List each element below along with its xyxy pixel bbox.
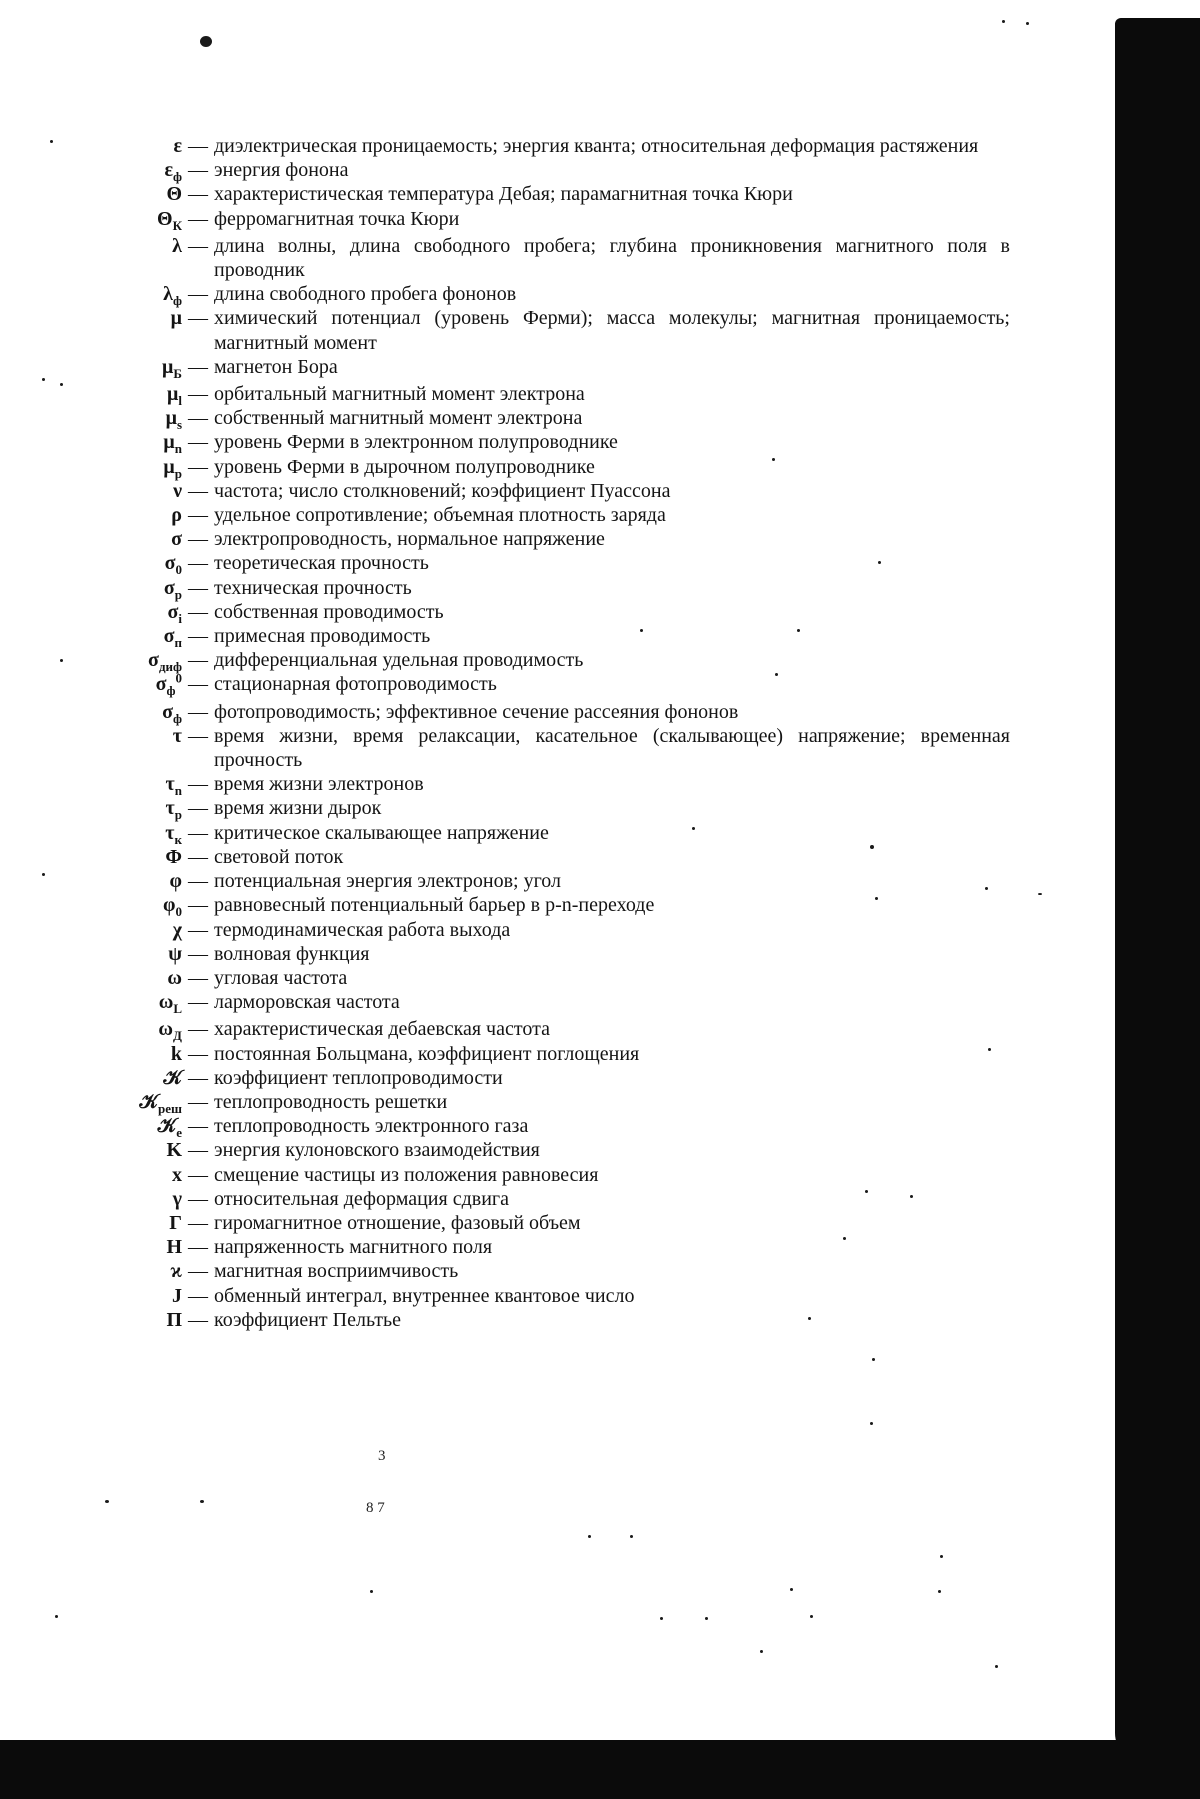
entry-symbol: $\tau_p$ <box>165 797 182 823</box>
margin-scrawl: 8 7 <box>366 1500 385 1516</box>
glossary-entry <box>0 869 1010 893</box>
entry-dash: — <box>188 1187 208 1210</box>
entry-dash: — <box>188 1308 208 1331</box>
entry-definition: собственная проводимость <box>214 600 444 623</box>
entry-symbol: 𝒦$_{реш}$ <box>139 1090 182 1116</box>
entry-symbol: ϰ <box>170 1260 182 1283</box>
entry-symbol: $\varepsilon_ф$ <box>164 159 182 185</box>
glossary-entry <box>0 772 1010 799</box>
entry-definition: коэффициент Пельтье <box>214 1308 402 1331</box>
glossary-entry <box>0 648 1010 675</box>
entry-dash: — <box>188 649 208 672</box>
entry-definition: время жизни, время релаксации, касательное (скалывающее) напряжение; временная прочность <box>214 724 1010 772</box>
glossary-entry <box>0 670 1010 699</box>
entry-symbol: λ <box>172 234 182 257</box>
entry-definition: термодинамическая работа выхода <box>214 918 511 941</box>
entry-symbol: $\sigma_ф$ <box>162 700 182 726</box>
glossary-entry <box>0 600 1010 624</box>
entry-dash: — <box>188 355 208 378</box>
entry-definition: ларморовская частота <box>214 991 400 1014</box>
entry-definition: дифференциальная удельная проводимость <box>214 649 584 672</box>
entry-definition: время жизни дырок <box>214 797 382 820</box>
entry-definition: химический потенциал (уровень Ферми); масса молекулы; магнитная проницаемость; магнитный момент <box>214 307 1010 354</box>
glossary-entry <box>0 134 1010 158</box>
entry-symbol: $\mu_s$ <box>165 407 182 433</box>
glossary-entry <box>0 893 1010 920</box>
entry-dash: — <box>188 600 208 623</box>
glossary-entry <box>0 845 1010 869</box>
entry-symbol: φ <box>169 870 182 893</box>
entry-dash: — <box>188 283 208 306</box>
entry-dash: — <box>188 1211 208 1234</box>
glossary-entry <box>0 182 1010 206</box>
glossary-entry <box>0 1090 1010 1114</box>
entry-symbol: 𝒦 <box>163 1066 182 1089</box>
entry-dash: — <box>188 1066 208 1089</box>
entry-dash: — <box>188 821 208 844</box>
entry-dash: — <box>188 431 208 454</box>
glossary-entry <box>0 1114 1010 1141</box>
entry-symbol: $\sigma_i$ <box>167 600 182 626</box>
entry-symbol: τ <box>172 724 182 747</box>
entry-symbol: ε <box>173 135 182 157</box>
entry-symbol: ψ <box>168 942 182 965</box>
glossary-entry <box>0 796 1010 823</box>
entry-dash: — <box>188 504 208 527</box>
glossary-entry <box>0 1259 1010 1283</box>
glossary-entry <box>0 942 1010 966</box>
entry-definition: напряженность магнитного поля <box>214 1236 493 1259</box>
entry-symbol: σ <box>171 528 182 551</box>
entry-definition: удельное сопротивление; объемная плотность заряда <box>214 504 666 527</box>
entry-definition: относительная деформация сдвига <box>214 1187 509 1210</box>
entry-definition: примесная проводимость <box>214 625 431 648</box>
entry-symbol: x <box>172 1163 182 1186</box>
entry-symbol: Θ <box>166 183 182 206</box>
entry-symbol: $\sigma_0$ <box>164 552 182 578</box>
entry-definition: гиромагнитное отношение, фазовый объем <box>214 1211 581 1234</box>
entry-symbol: ρ <box>171 504 182 527</box>
entry-symbol: K <box>166 1139 182 1162</box>
entry-definition: время жизни электронов <box>214 773 424 796</box>
glossary-entry <box>0 700 1010 724</box>
scan-shadow-right <box>1115 18 1200 1763</box>
entry-symbol: $\mu_n$ <box>163 431 182 457</box>
glossary-entry <box>0 455 1010 479</box>
entry-dash: — <box>188 625 208 648</box>
entry-definition: орбитальный магнитный момент электрона <box>214 383 585 406</box>
glossary-entry <box>0 1066 1010 1090</box>
glossary-entry <box>0 158 1010 185</box>
entry-definition: волновая функция <box>214 942 370 965</box>
entry-definition: характеристическая температура Дебая; парамагнитная точка Кюри <box>214 183 793 206</box>
glossary-entry <box>0 207 1010 231</box>
entry-symbol: Φ <box>165 845 182 868</box>
entry-definition: длина свободного пробега фононов <box>214 283 517 306</box>
entry-dash: — <box>188 207 208 230</box>
glossary-entry <box>0 527 1010 551</box>
glossary-entry <box>0 382 1010 409</box>
entry-dash: — <box>188 455 208 478</box>
glossary-entry <box>0 1235 1010 1259</box>
glossary-entry <box>0 821 1010 845</box>
entry-definition: потенциальная энергия электронов; угол <box>214 870 562 893</box>
entry-dash: — <box>188 724 208 747</box>
entry-symbol: 𝒦$_e$ <box>157 1115 182 1141</box>
entry-definition: собственный магнитный момент электрона <box>214 407 583 430</box>
entry-definition: стационарная фотопроводимость <box>214 673 497 696</box>
glossary-entry <box>0 503 1010 527</box>
entry-definition: магнитная восприимчивость <box>214 1260 459 1283</box>
entry-definition: теплопроводность решетки <box>214 1090 448 1113</box>
entry-definition: энергия фонона <box>214 159 349 182</box>
glossary-entry <box>0 1163 1010 1187</box>
scan-shadow-bottom <box>0 1740 1200 1799</box>
entry-symbol: П <box>166 1308 182 1331</box>
entry-definition: магнетон Бора <box>214 355 338 378</box>
glossary-entry <box>0 306 1010 354</box>
entry-symbol: μ <box>170 307 182 330</box>
glossary-entry <box>0 406 1010 433</box>
entry-dash: — <box>188 528 208 551</box>
glossary-entry <box>0 1187 1010 1211</box>
entry-dash: — <box>188 1284 208 1307</box>
glossary-entry <box>0 1308 1010 1332</box>
entry-definition: смещение частицы из положения равновесия <box>214 1163 599 1186</box>
entry-definition: равновесный потенциальный барьер в p-n-переходе <box>214 894 655 917</box>
glossary-entry <box>0 282 1010 309</box>
entry-dash: — <box>188 966 208 989</box>
glossary-entry <box>0 1211 1010 1235</box>
glossary-entry <box>0 624 1010 651</box>
glossary-entry <box>0 576 1010 600</box>
entry-dash: — <box>188 1236 208 1259</box>
entry-dash: — <box>188 773 208 796</box>
entry-symbol: $\lambda_ф$ <box>163 283 182 309</box>
entry-dash: — <box>188 991 208 1014</box>
entry-dash: — <box>188 942 208 965</box>
entry-symbol: $\tau_n$ <box>165 773 182 799</box>
entry-definition: теоретическая прочность <box>214 552 429 575</box>
entry-definition: ферромагнитная точка Кюри <box>214 207 460 230</box>
entry-symbol: $\Theta_К$ <box>157 207 182 233</box>
entry-symbol: ω <box>167 966 182 989</box>
entry-symbol: $\omega_L$ <box>158 991 182 1017</box>
entry-dash: — <box>188 234 208 257</box>
entry-definition: энергия кулоновского взаимодействия <box>214 1139 540 1162</box>
entry-dash: — <box>188 1018 208 1041</box>
entry-symbol: $\mu_Б$ <box>162 355 182 381</box>
glossary-entry <box>0 479 1010 503</box>
glossary-entry <box>0 430 1010 457</box>
entry-definition: обменный интеграл, внутреннее квантовое число <box>214 1284 635 1307</box>
glossary-entry <box>0 234 1010 282</box>
entry-definition: длина волны, длина свободного пробега; глубина проникновения магнитного поля в проводник <box>214 234 1010 282</box>
entry-dash: — <box>188 159 208 182</box>
entry-symbol: $\sigma_р$ <box>163 576 182 602</box>
entry-dash: — <box>188 407 208 430</box>
glossary-entry <box>0 918 1010 942</box>
entry-dash: — <box>188 183 208 206</box>
entry-symbol: J <box>172 1284 182 1307</box>
entry-definition: уровень Ферми в дырочном полупроводнике <box>214 455 595 478</box>
entry-dash: — <box>188 1115 208 1138</box>
glossary-entry <box>0 724 1010 772</box>
entry-symbol: $\sigma_ф^0$ <box>155 670 182 699</box>
margin-scrawl: 3 <box>378 1448 386 1464</box>
glossary-entry <box>0 1284 1010 1308</box>
entry-symbol: $\omega_Д$ <box>158 1018 182 1044</box>
entry-dash: — <box>188 307 208 330</box>
entry-definition: угловая частота <box>214 966 348 989</box>
entry-dash: — <box>188 1090 208 1113</box>
entry-dash: — <box>188 1260 208 1283</box>
entry-definition: световой поток <box>214 845 344 868</box>
entry-dash: — <box>188 576 208 599</box>
glossary-entry <box>0 1138 1010 1162</box>
entry-definition: постоянная Больцмана, коэффициент поглощения <box>214 1042 640 1065</box>
entry-dash: — <box>188 797 208 820</box>
entry-symbol: ν <box>173 479 182 502</box>
entry-definition: коэффициент теплопроводимости <box>214 1066 503 1089</box>
entry-dash: — <box>188 383 208 406</box>
entry-symbol: $\mu_p$ <box>163 455 182 481</box>
glossary-entry <box>0 1017 1010 1044</box>
entry-dash: — <box>188 479 208 502</box>
entry-definition: фотопроводимость; эффективное сечение рассеяния фононов <box>214 700 739 723</box>
entry-symbol: $\tau_к$ <box>165 821 182 847</box>
entry-dash: — <box>188 552 208 575</box>
entry-definition: характеристическая дебаевская частота <box>214 1018 550 1041</box>
glossary-entry <box>0 990 1010 1017</box>
entry-definition: электропроводность, нормальное напряжение <box>214 528 605 551</box>
entry-dash: — <box>188 135 208 157</box>
entry-definition: диэлектрическая проницаемость; энергия кванта; относительная деформация растяжения <box>214 135 979 157</box>
glossary-entry <box>0 1042 1010 1066</box>
entry-definition: частота; число столкновений; коэффициент Пуассона <box>214 479 671 502</box>
entry-symbol: $\varphi_0$ <box>163 894 182 920</box>
entry-dash: — <box>188 918 208 941</box>
entry-symbol: χ <box>172 918 182 941</box>
entry-dash: — <box>188 894 208 917</box>
entry-symbol: H <box>166 1236 182 1259</box>
entry-symbol: Γ <box>169 1211 182 1234</box>
glossary-entry <box>0 355 1010 379</box>
entry-definition: уровень Ферми в электронном полупроводнике <box>214 431 618 454</box>
entry-dash: — <box>188 1042 208 1065</box>
glossary-entry <box>0 551 1010 578</box>
entry-definition: критическое скалывающее напряжение <box>214 821 549 844</box>
entry-symbol: $\sigma_п$ <box>163 625 182 651</box>
entry-dash: — <box>188 1163 208 1186</box>
entry-dash: — <box>188 673 208 696</box>
entry-definition: теплопроводность электронного газа <box>214 1115 529 1138</box>
glossary-entry <box>0 966 1010 990</box>
entry-dash: — <box>188 870 208 893</box>
entry-symbol: γ <box>172 1187 182 1210</box>
entry-dash: — <box>188 845 208 868</box>
symbol-glossary <box>0 134 1010 1332</box>
entry-dash: — <box>188 1139 208 1162</box>
entry-definition: техническая прочность <box>214 576 412 599</box>
entry-dash: — <box>188 700 208 723</box>
entry-symbol: k <box>170 1042 182 1065</box>
entry-symbol: $\mu_l$ <box>167 383 182 409</box>
entry-symbol: $\sigma_{диф}$ <box>148 649 182 675</box>
